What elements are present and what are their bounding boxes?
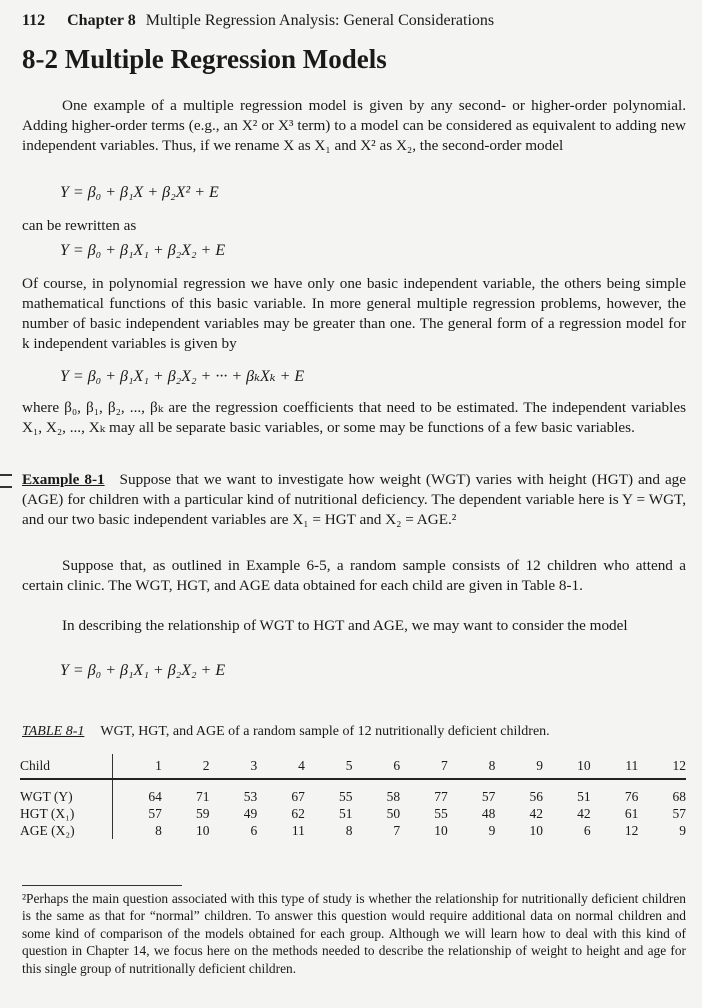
table-cell: 57 [481,788,496,804]
equation-3: Y = β₀ + β₁X₁ + β₂X₂ + ··· + βₖXₖ + E [60,368,305,385]
table-row [20,779,686,805]
footnote: ²Perhaps the main question associated with this type of study is whether the relationship for nutritionally deficient children is the same as that for “normal” children. To answer this question would require additional data on normal children and some kind of comparison of the models obtained for each group. Although we will learn how to deal with this kind of question in Chapter 14, we focus here on the methods needed to describe the relationship of weight to height and age for this single group of nutritionally deficient children. [22,891,686,976]
column-header: 8 [488,758,496,773]
table-cell: 68 [672,788,686,804]
row-label: WGT (Y) [20,779,113,805]
paragraph-3: Of course, in polynomial regression we have only one basic independent variable, the others being simple mathematical functions of this basic variable. In more general multiple regression problems, however, the number of basic independent variables may be greater than one. The general form of a regression model for k independent variables is given by [22,275,686,352]
table-cell: 12 [624,822,639,838]
paragraph-4: where β₀, β₁, β₂, ..., βₖ are the regression coefficients that need to be estimated. The independent variables X₁, X₂, ..., Xₖ may all be separate basic variables, or some may be functions of a few basic variables. [22,399,686,436]
table-cell: 51 [338,805,353,821]
data-table [20,754,686,839]
column-header: 5 [345,758,353,773]
row-label: AGE (X₂) [20,822,113,839]
column-header: Child [20,754,113,779]
table-caption-text: WGT, HGT, and AGE of a random sample of 12 nutritionally deficient children. [100,724,550,739]
table-cell: 9 [679,822,686,838]
table-cell: 53 [243,788,258,804]
table-row [20,805,686,822]
table-label: TABLE 8-1 [22,724,85,739]
table-cell: 11 [291,822,305,838]
table-cell: 64 [148,788,162,804]
equation-4: Y = β₀ + β₁X₁ + β₂X₂ + E [60,662,226,679]
table-cell: 9 [488,822,496,838]
column-header: 9 [536,758,544,773]
footnote-divider [22,885,182,886]
equation-2: Y = β₀ + β₁X₁ + β₂X₂ + E [60,242,226,259]
table-cell: 57 [148,805,162,821]
example-8-1 [22,470,686,530]
column-header: 11 [625,758,639,773]
table-row [20,822,686,839]
column-header: 10 [577,758,591,773]
chapter-label: Chapter 8 [67,12,136,29]
column-header: 2 [202,758,210,773]
page-number: 112 [22,12,46,29]
paragraph-1: One example of a multiple regression model is given by any second- or higher-order polynomial. Adding higher-order terms (e.g., an X² or X³ term) to a model can be considered as equivalent to adding new independent variables. Thus, if we rename X as X₁ and X² as X₂, the second-order model [22,97,686,154]
table-cell: 55 [338,788,353,804]
column-header: 6 [393,758,401,773]
table-cell: 51 [577,788,591,804]
table-cell: 42 [577,805,591,821]
table-cell: 49 [243,805,258,821]
example-text: Suppose that we want to investigate how weight (WGT) varies with height (HGT) and age (AGE) for children with a particular kind of nutritional deficiency. The dependent variable here is Y = WGT, and our two basic independent variables are X₁ = HGT and X₂ = AGE.² [22,471,687,528]
example-marker-icon [0,474,12,488]
table-cell: 48 [481,805,496,821]
table-cell: 58 [386,788,401,804]
table-cell: 77 [434,788,448,804]
table-cell: 57 [672,805,686,821]
table-cell: 10 [434,822,448,838]
equation-1: Y = β₀ + β₁X + β₂X² + E [60,184,219,201]
table-cell: 7 [393,822,401,838]
table-cell: 55 [434,805,448,821]
table-cell: 8 [345,822,353,838]
table-cell: 42 [529,805,544,821]
column-header: 4 [298,758,305,773]
row-label: HGT (X₁) [20,805,113,822]
running-header [22,12,494,30]
paragraph-2: can be rewritten as [22,217,137,234]
table-cell: 6 [250,822,258,838]
table-cell: 10 [196,822,210,838]
table-caption [22,724,550,740]
table-cell: 10 [529,822,544,838]
chapter-title: Multiple Regression Analysis: General Considerations [145,12,495,29]
table-cell: 59 [196,805,210,821]
paragraph-6: In describing the relationship of WGT to HGT and AGE, we may want to consider the model [62,617,628,634]
paragraph-5: Suppose that, as outlined in Example 6-5, a random sample consists of 12 children who attend a certain clinic. The WGT, HGT, and AGE data obtained for each child are given in Table 8-1. [22,557,686,594]
table-cell: 6 [583,822,591,838]
example-label: Example 8-1 [22,471,105,488]
table-header-row [20,754,686,779]
section-title: 8-2 Multiple Regression Models [22,44,387,74]
table-cell: 50 [386,805,401,821]
table-cell: 76 [624,788,639,804]
table-cell: 62 [291,805,305,821]
table-cell: 67 [291,788,305,804]
column-header: 7 [441,758,448,773]
table-cell: 56 [529,788,544,804]
table-cell: 8 [155,822,162,838]
column-header: 3 [250,758,258,773]
table-cell: 71 [196,788,210,804]
column-header: 12 [672,758,686,773]
column-header: 1 [155,758,162,773]
table-cell: 61 [624,805,639,821]
